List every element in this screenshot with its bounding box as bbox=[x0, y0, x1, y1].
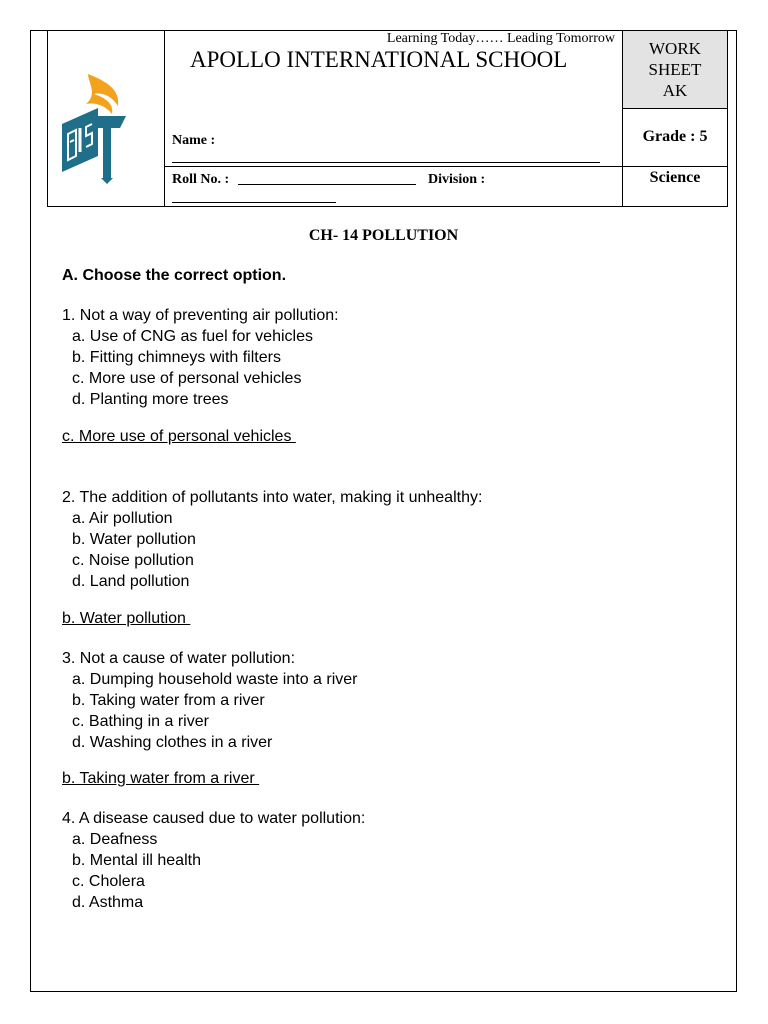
question-4 bbox=[62, 808, 365, 913]
option: d. Washing clothes in a river bbox=[72, 734, 273, 751]
option: b. Fitting chimneys with filters bbox=[72, 349, 281, 366]
grade-label: Grade : 5 bbox=[642, 128, 708, 145]
option: c. Noise pollution bbox=[72, 552, 194, 569]
option: b. Mental ill health bbox=[72, 852, 201, 869]
option: a. Air pollution bbox=[72, 510, 173, 527]
header-rule-roll bbox=[164, 166, 728, 167]
school-tagline: Learning Today…… Leading Tomorrow bbox=[386, 31, 615, 46]
question-1 bbox=[62, 305, 339, 410]
roll-label: Roll No. : bbox=[172, 172, 230, 187]
division-label: Division : bbox=[428, 172, 486, 187]
question-text: 2. The addition of pollutants into water, making it unhealthy: bbox=[62, 489, 483, 506]
option: c. Bathing in a river bbox=[72, 713, 209, 730]
option: c. Cholera bbox=[72, 873, 145, 890]
worksheet-label bbox=[623, 31, 727, 108]
name-field[interactable] bbox=[172, 162, 600, 163]
option: a. Dumping household waste into a river bbox=[72, 671, 358, 688]
question-text: 3. Not a cause of water pollution: bbox=[62, 650, 296, 667]
option: a. Deafness bbox=[72, 831, 158, 848]
header-rule-worksheet bbox=[622, 108, 728, 109]
option: c. More use of personal vehicles bbox=[72, 370, 302, 387]
svg-text:AIS: AIS bbox=[58, 72, 60, 73]
school-name: APOLLO INTERNATIONAL SCHOOL bbox=[190, 47, 568, 72]
roll-field[interactable] bbox=[238, 184, 416, 185]
chapter-title: CH- 14 POLLUTION bbox=[308, 227, 459, 244]
option: b. Taking water from a river bbox=[72, 692, 265, 709]
option: d. Land pollution bbox=[72, 573, 190, 590]
division-field[interactable] bbox=[172, 202, 336, 203]
subject-label: Science bbox=[649, 169, 701, 186]
question-text: 1. Not a way of preventing air pollution: bbox=[62, 307, 339, 324]
option: a. Use of CNG as fuel for vehicles bbox=[72, 328, 313, 345]
option: d. Planting more trees bbox=[72, 391, 229, 408]
answer-3: b. Taking water from a river bbox=[62, 770, 260, 787]
question-3 bbox=[62, 648, 358, 753]
section-title: A. Choose the correct option. bbox=[62, 267, 287, 284]
question-text: 4. A disease caused due to water pollution: bbox=[62, 810, 366, 827]
option: b. Water pollution bbox=[72, 531, 196, 548]
header-divider-left bbox=[164, 30, 165, 207]
worksheet-line-1: WORK bbox=[649, 39, 701, 58]
answer-1: c. More use of personal vehicles bbox=[62, 428, 296, 445]
school-logo bbox=[58, 72, 138, 184]
option: d. Asthma bbox=[72, 894, 144, 911]
question-2 bbox=[62, 487, 482, 592]
name-label: Name : bbox=[172, 133, 216, 148]
worksheet-line-3: AK bbox=[662, 81, 688, 100]
worksheet-line-2: SHEET bbox=[648, 60, 702, 79]
answer-2: b. Water pollution bbox=[62, 610, 191, 627]
